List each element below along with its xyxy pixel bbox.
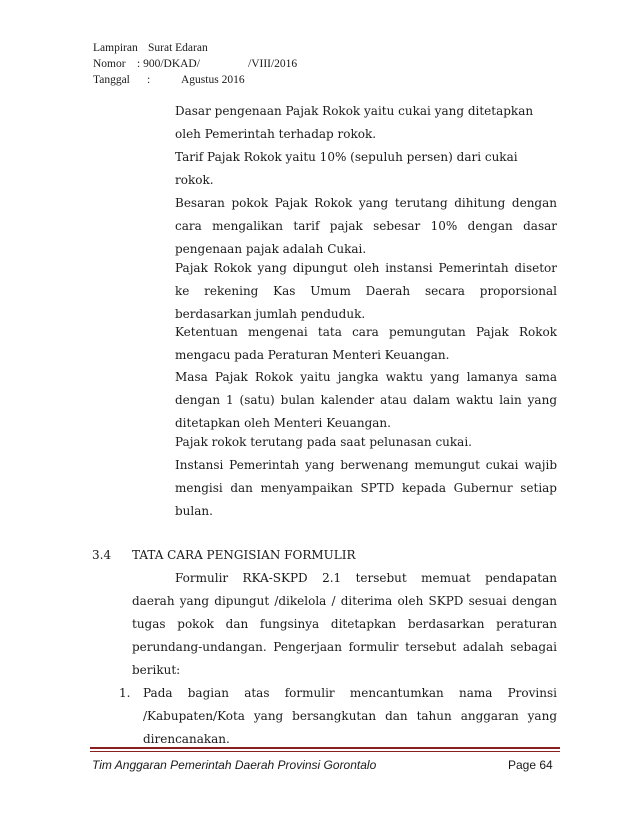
paragraph-instansi bbox=[175, 454, 557, 522]
section-intro bbox=[132, 567, 557, 682]
text-line: dengan 1 (satu) bulan kalender atau dalam waktu lain yang bbox=[175, 392, 557, 407]
paragraph-terutang bbox=[175, 431, 557, 454]
tanggal-value: Agustus 2016 bbox=[181, 74, 245, 86]
text-line: /Kabupaten/Kota yang bersangkutan dan tahun anggaran yang bbox=[143, 709, 557, 723]
tanggal-label: Tanggal bbox=[93, 74, 130, 86]
text-line: tugas pokok dan fungsinya ditetapkan berdasarkan peraturan bbox=[132, 617, 557, 631]
text-line: Besaran pokok Pajak Rokok yang terutang dihitung dengan bbox=[175, 196, 557, 210]
paragraph-tarif bbox=[175, 146, 557, 192]
tanggal-colon: : bbox=[147, 74, 151, 86]
text-line: rokok. bbox=[175, 172, 214, 187]
text-line: Tarif Pajak Rokok yaitu 10% (sepuluh persen) dari cukai bbox=[175, 150, 518, 164]
text-line: berikut: bbox=[132, 663, 181, 677]
footer-rule-thick bbox=[90, 747, 560, 749]
text-line: ditetapkan oleh Menteri Keuangan. bbox=[175, 415, 391, 430]
footer-rule-thin bbox=[90, 751, 560, 752]
footer-organization: Tim Anggaran Pemerintah Daerah Provinsi Gorontalo bbox=[92, 758, 377, 772]
text-line: mengisi dan menyampaikan SPTD kepada Gubernur setiap bbox=[175, 480, 557, 495]
text-line: bulan. bbox=[175, 503, 213, 518]
text-line: perundang-undangan. Pengerjaan formulir tersebut adalah sebagai bbox=[132, 640, 557, 654]
text-line: Ketentuan mengenai tata cara pemungutan Pajak Rokok bbox=[175, 325, 557, 339]
section-title: TATA CARA PENGISIAN FORMULIR bbox=[132, 548, 356, 562]
text-line: oleh Pemerintah terhadap rokok. bbox=[175, 126, 377, 141]
text-line: Masa Pajak Rokok yaitu jangka waktu yang lamanya sama bbox=[175, 370, 557, 384]
text-line: Instansi Pemerintah yang berwenang memungut cukai wajib bbox=[175, 458, 557, 472]
text-line: Pada bagian atas formulir mencantumkan nama Provinsi bbox=[143, 686, 557, 700]
text-line: daerah yang dipungut /dikelola / diterima oleh SKPD sesuai dengan bbox=[132, 594, 557, 608]
paragraph-dasar-pengenaan bbox=[175, 100, 557, 146]
lampiran-value: Surat Edaran bbox=[148, 42, 208, 54]
nomor-value: : 900/DKAD/ bbox=[137, 58, 200, 70]
nomor-suffix: /VIII/2016 bbox=[248, 58, 298, 70]
text-line: Pajak Rokok yang dipungut oleh instansi Pemerintah disetor bbox=[175, 261, 557, 275]
text-line: berdasarkan jumlah penduduk. bbox=[175, 306, 366, 321]
paragraph-disetor bbox=[175, 257, 557, 325]
paragraph-ketentuan bbox=[175, 321, 557, 367]
text-line: mengacu pada Peraturan Menteri Keuangan. bbox=[175, 347, 450, 362]
list-item bbox=[143, 682, 557, 751]
text-line: Formulir RKA-SKPD 2.1 tersebut memuat pendapatan bbox=[175, 571, 557, 585]
paragraph-masa bbox=[175, 366, 557, 434]
page-number: Page 64 bbox=[508, 758, 553, 772]
paragraph-besaran-pokok bbox=[175, 192, 557, 260]
nomor-label: Nomor bbox=[93, 58, 126, 70]
text-line: Dasar pengenaan Pajak Rokok yaitu cukai yang ditetapkan bbox=[175, 104, 534, 118]
text-line: pengenaan pajak adalah Cukai. bbox=[175, 241, 367, 256]
section-number: 3.4 bbox=[92, 548, 112, 562]
list-item-number: 1. bbox=[119, 686, 131, 700]
text-line: direncanakan. bbox=[143, 732, 230, 746]
lampiran-label: Lampiran bbox=[93, 42, 138, 54]
text-line: cara mengalikan tarif pajak sebesar 10% dengan dasar bbox=[175, 218, 557, 233]
text-line: ke rekening Kas Umum Daerah secara proporsional bbox=[175, 283, 557, 298]
text-line: Pajak rokok terutang pada saat pelunasan cukai. bbox=[175, 435, 472, 449]
